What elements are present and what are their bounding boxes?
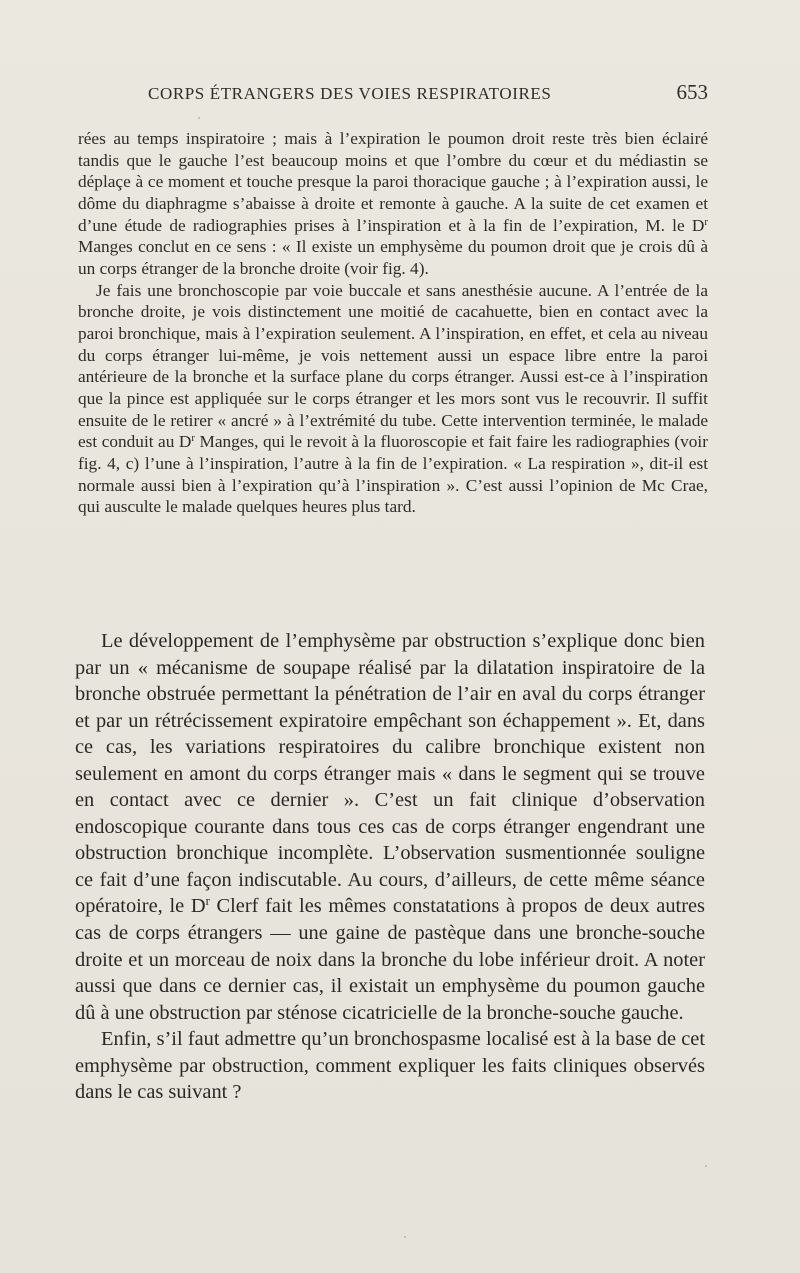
- superscript: r: [191, 432, 195, 445]
- paragraph-2: [78, 280, 708, 518]
- superscript: r: [205, 894, 210, 909]
- text-run: Le développement de l’emphysème par obstruction s’explique donc bien par un « mécanisme de soupape réalisé par la dilatation inspiratoire de la bronche obstruée permettant la pénétration de l’air en aval du corps étranger et par un rétrécissement expiratoire empêchant son échappement ». Et, dans ce cas, les variations respiratoires du calibre bronchique existent non seulement en amont du corps étranger mais « dans le segment qui se trouve en contact avec ce dernier ». C’est un fait clinique d’observation endoscopique courante dans tous ces cas de corps étranger engendrant une obstruction bronchique incomplète. L’observation susmentionnée souligne ce fait d’une façon indiscutable. Au cours, d’ailleurs, de cette même séance opératoire, le D: [75, 630, 705, 918]
- paper-speck: [198, 117, 200, 119]
- running-title: CORPS ÉTRANGERS DES VOIES RESPIRATOIRES: [148, 84, 552, 103]
- paper-speck: [404, 1236, 406, 1238]
- page-header: [148, 80, 708, 108]
- text-run: Je fais une bronchoscopie par voie buccale et sans anesthésie aucune. A l’entrée de la bronche droite, je vois distinctement une moitié de cacahuette, bien en contact avec la paroi bronchique, mais à l’expiration seulement. A l’inspiration, en effet, et cela au niveau du corps étranger lui-même, je vois nettement aussi un espace libre entre la paroi antérieure de la bronche et la surface plane du corps étranger. Aussi est-ce à l’inspiration que la pince est appliquée sur le corps étranger et les mors sont vus le recouvrir. Il suffit ensuite de le retirer « ancré » à l’extrémité du tube. Cette intervention terminée, le malade est conduit au D: [78, 280, 708, 452]
- text-run: rées au temps inspiratoire ; mais à l’expiration le poumon droit reste très bien éclairé tandis que le gauche l’est beaucoup moins et que l’ombre du cœur et du médiastin se déplaçe à ce moment et touche presque la paroi thoracique gauche ; à l’expiration aussi, le dôme du diaphragme s’abaisse à droite et remonte à gauche. A la suite de cet examen et d’une étude de radiographies prises à l’inspiration et à la fin de l’expiration, M. le D: [78, 129, 708, 235]
- page-number: 653: [676, 80, 708, 104]
- paragraph-1: [78, 128, 708, 280]
- paragraph-3: [75, 628, 705, 1026]
- text-run: Enfin, s’il faut admettre qu’un bronchospasme localisé est à la base de cet emphysème par obstruction, comment expliquer les faits cliniques observés dans le cas suivant ?: [75, 1028, 705, 1104]
- paragraph-4: [75, 1026, 705, 1106]
- text-run: Manges conclut en ce sens : « Il existe un emphysème du poumon droit que je crois dû à un corps étranger de la bronche droite (voir fig. 4).: [78, 237, 708, 278]
- paper-speck: [705, 1165, 707, 1167]
- superscript: r: [704, 215, 708, 228]
- text-run: Clerf fait les mêmes constatations à propos de deux autres cas de corps étrangers — une gaine de pastèque dans une bronche-souche droite et un morceau de noix dans la bronche du lobe inférieur droit. A noter aussi que dans ce dernier cas, il existait un emphysème du poumon gauche dû à une obstruction par sténose cicatricielle de la bronche-souche gauche.: [75, 895, 705, 1024]
- text-run: Manges, qui le revoit à la fluoroscopie et fait faire les radiographies (voir fig. 4, c) l’une à l’inspiration, l’autre à la fin de l’expiration. « La respiration », dit-il est normale aussi bien à l’expiration qu’à l’inspiration ». C’est aussi l’opinion de Mc Crae, qui ausculte le malade quelques heures plus tard.: [78, 432, 708, 517]
- main-body-text: [75, 628, 705, 1106]
- case-observation-text: [78, 128, 708, 518]
